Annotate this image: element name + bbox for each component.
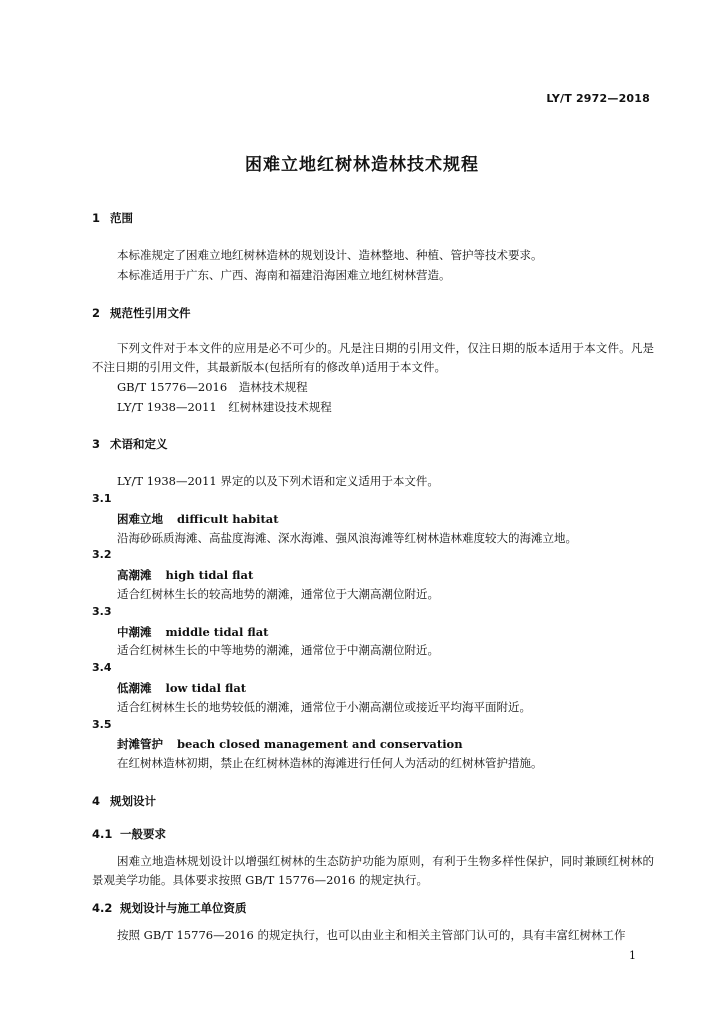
section-number: 3 [92, 437, 101, 451]
section-number: 4 [92, 794, 101, 808]
document-title: 困难立地红树林造林技术规程 [245, 155, 479, 175]
term-heading [117, 680, 246, 696]
term-heading [117, 511, 279, 527]
section-title: 术语和定义 [110, 437, 168, 451]
term-definition: 沿海砂砾质海滩、高盐度海滩、深水海滩、强风浪海滩等红树林造林难度较大的海滩立地。 [117, 531, 577, 545]
terms-intro: LY/T 1938—2011 界定的以及下列术语和定义适用于本文件。 [117, 474, 439, 488]
term-en: difficult habitat [177, 512, 279, 526]
qualification-paragraph: 按照 GB/T 15776—2016 的规定执行，也可以由业主和相关主管部门认可的，具有丰富红树林工作 [117, 928, 626, 942]
subsection-title: 一般要求 [120, 827, 166, 841]
term-definition: 适合红树林生长的地势较低的潮滩，通常位于小潮高潮位或接近平均海平面附近。 [117, 700, 531, 714]
page-number: 1 [629, 949, 636, 962]
term-zh: 封滩管护 [117, 737, 163, 751]
section-title: 范围 [110, 211, 133, 225]
term-en: beach closed management and conservation [177, 737, 463, 751]
subsection-4-2-heading [92, 900, 247, 916]
term-en: low tidal flat [165, 681, 247, 695]
section-4-heading [92, 793, 156, 809]
term-en: high tidal flat [165, 568, 254, 582]
term-heading [117, 736, 463, 752]
term-zh: 低潮滩 [117, 681, 152, 695]
clause-number: 3.4 [92, 661, 112, 674]
term-definition: 在红树林造林初期，禁止在红树林造林的海滩进行任何人为活动的红树林管护措施。 [117, 756, 543, 770]
section-3-heading [92, 436, 168, 452]
section-1-heading [92, 210, 133, 226]
subsection-number: 4.1 [92, 827, 113, 841]
term-en: middle tidal flat [165, 625, 269, 639]
normative-references-paragraph: 下列文件对于本文件的应用是必不可少的。凡是注日期的引用文件，仅注日期的版本适用于本文件。凡是不注日期的引用文件，其最新版本(包括所有的修改单)适用于本文件。 [92, 341, 654, 374]
subsection-number: 4.2 [92, 901, 113, 915]
clause-number: 3.3 [92, 605, 112, 618]
section-title: 规范性引用文件 [110, 306, 191, 320]
section-number: 2 [92, 306, 101, 320]
clause-number: 3.1 [92, 492, 112, 505]
standard-number: LY/T 2972—2018 [546, 92, 650, 105]
term-heading [117, 567, 253, 583]
scope-line-1: 本标准规定了困难立地红树林造林的规划设计、造林整地、种植、管护等技术要求。 [117, 248, 543, 262]
general-requirements-paragraph: 困难立地造林规划设计以增强红树林的生态防护功能为原则，有利于生物多样性保护，同时兼顾红树林的景观美学功能。具体要求按照 GB/T 15776—2016 的规定执行。 [92, 854, 654, 887]
term-zh: 中潮滩 [117, 625, 152, 639]
section-title: 规划设计 [110, 794, 156, 808]
clause-number: 3.5 [92, 718, 112, 731]
section-number: 1 [92, 211, 101, 225]
section-2-heading [92, 305, 191, 321]
reference-item: GB/T 15776—2016 造林技术规程 [117, 380, 308, 394]
subsection-4-1-heading [92, 826, 166, 842]
clause-number: 3.2 [92, 548, 112, 561]
term-definition: 适合红树林生长的中等地势的潮滩，通常位于中潮高潮位附近。 [117, 643, 439, 657]
term-definition: 适合红树林生长的较高地势的潮滩，通常位于大潮高潮位附近。 [117, 587, 439, 601]
subsection-title: 规划设计与施工单位资质 [120, 901, 247, 915]
scope-line-2: 本标准适用于广东、广西、海南和福建沿海困难立地红树林营造。 [117, 268, 451, 282]
term-zh: 困难立地 [117, 512, 163, 526]
reference-item: LY/T 1938—2011 红树林建设技术规程 [117, 400, 332, 414]
term-heading [117, 624, 268, 640]
term-zh: 高潮滩 [117, 568, 152, 582]
